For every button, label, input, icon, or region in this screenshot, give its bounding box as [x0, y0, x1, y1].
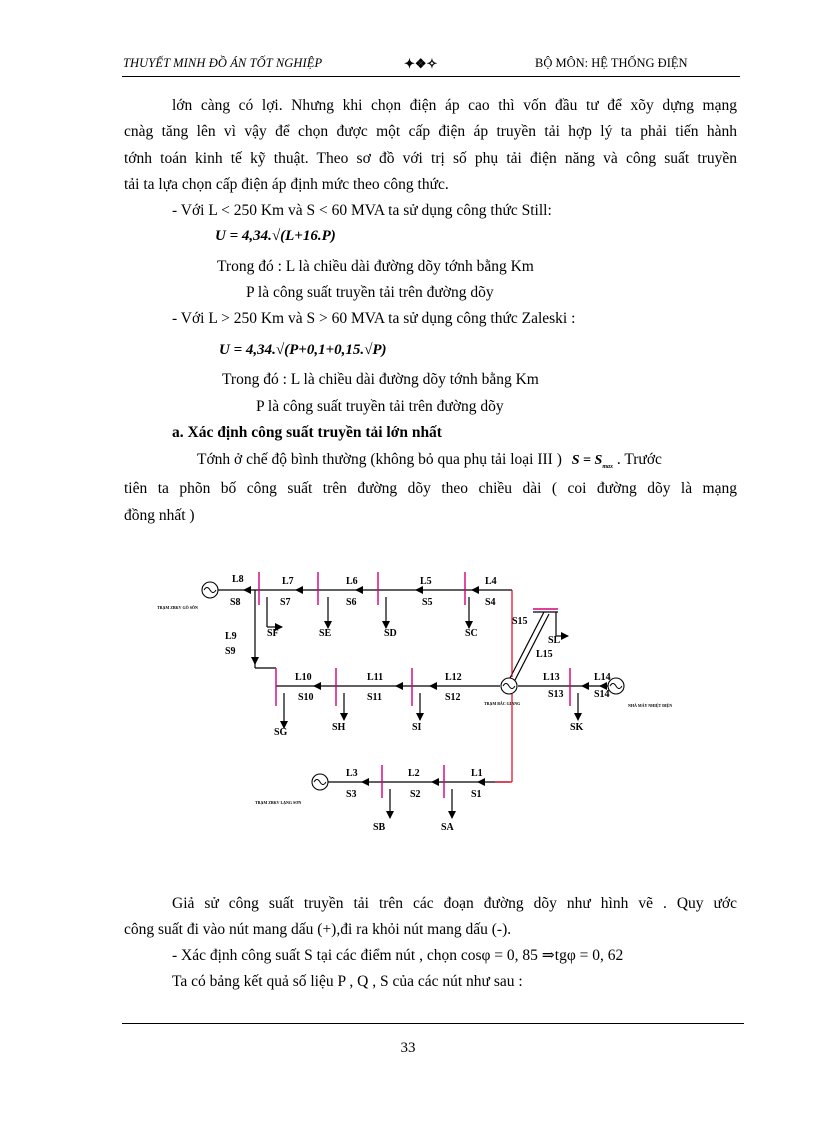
label-l3: L3 [346, 768, 358, 779]
zaleski-condition: - Với L > 250 Km và S > 60 MVA ta sử dụng công thức Zaleski : [172, 310, 576, 327]
label-l11: L11 [367, 672, 384, 683]
paragraph-line: lớn càng có lợi. Nhưng khi chọn điện áp cao thì vốn đầu tư để xõy dựng mạng [172, 97, 737, 114]
formula-text: S = S [571, 453, 603, 468]
label-sd: SD [384, 628, 397, 639]
label-l10: L10 [295, 672, 312, 683]
zaleski-where-p: P là công suất truyền tải trên đường dõy [256, 398, 504, 415]
paragraph-line: cnàg tăng lên vì vậy để chọn được một cấp điện áp truyền tải hợp lý ta phải tiến hành [124, 123, 737, 140]
label-l1: L1 [471, 768, 483, 779]
label-sf: SF [267, 628, 279, 639]
label-s11: S11 [367, 692, 383, 703]
paragraph-line: Ta có bảng kết quả số liệu P , Q , S của các nút như sau : [172, 973, 523, 990]
formula-subscript: max [602, 463, 613, 470]
paragraph-line: tải ta lựa chọn cấp điện áp định mức theo công thức. [124, 176, 449, 193]
label-l9: L9 [225, 631, 237, 642]
label-s6: S6 [346, 597, 357, 608]
label-s1: S1 [471, 789, 482, 800]
label-l7: L7 [282, 576, 294, 587]
label-sa: SA [441, 822, 454, 833]
label-sc: SC [465, 628, 478, 639]
label-s7: S7 [280, 597, 291, 608]
paragraph-text: Tớnh ở chế độ bình thường (không bỏ qua phụ tải loại III ) [197, 451, 562, 468]
zaleski-where-l: Trong đó : L là chiều dài đường dõy tớnh bằng Km [222, 371, 539, 388]
label-sg: SG [274, 727, 288, 738]
label-se: SE [319, 628, 332, 639]
label-s14: S14 [594, 689, 610, 700]
still-where-l: Trong đó : L là chiều dài đường dõy tớnh bằng Km [217, 258, 534, 275]
paragraph-text: . Trước [616, 451, 662, 468]
paragraph-line: đồng nhất ) [124, 507, 195, 524]
paragraph-line: Giả sử công suất truyền tải trên các đoạn đường dõy như hình vẽ . Quy ước [172, 895, 737, 912]
label-s4: S4 [485, 597, 496, 608]
station-label-top: TRẠM ZBKV GÒ SÔN [157, 605, 198, 610]
label-l5: L5 [420, 576, 432, 587]
footer-rule [122, 1023, 744, 1024]
label-s9: S9 [225, 646, 236, 657]
header-ornament: ✦❖✧ [404, 56, 438, 71]
label-l6: L6 [346, 576, 358, 587]
paragraph-line: - Xác định công suất S tại các điểm nút , chọn cosφ = 0, 85 ⇒tgφ = 0, 62 [172, 947, 624, 964]
label-s13: S13 [548, 689, 564, 700]
station-label-right: NHÀ MÁY NHIỆT ĐIỆN [628, 703, 673, 708]
label-l13: L13 [543, 672, 560, 683]
label-l12: L12 [445, 672, 462, 683]
zaleski-formula: U = 4,34.√(P+0,1+0,15.√P) [219, 342, 387, 358]
label-s5: S5 [422, 597, 433, 608]
label-s12: S12 [445, 692, 461, 703]
header-right-title: BỘ MÔN: HỆ THỐNG ĐIỆN [535, 56, 688, 70]
label-s3: S3 [346, 789, 357, 800]
label-sh: SH [332, 722, 346, 733]
page-number: 33 [400, 1040, 416, 1056]
label-l2: L2 [408, 768, 420, 779]
label-l14: L14 [594, 672, 611, 683]
label-sl: SL [548, 635, 561, 646]
label-s10: S10 [298, 692, 314, 703]
label-l8: L8 [232, 574, 244, 585]
label-sb: SB [373, 822, 386, 833]
station-label-bottom: TRẠM ZBKV LẠNG SƠN [255, 800, 302, 805]
paragraph-line: tiên ta phõn bố công suất trên đường dõy theo chiều dài ( coi đường dõy là mạng [124, 480, 737, 497]
label-s15: S15 [512, 616, 528, 627]
label-l15: L15 [536, 649, 553, 660]
still-formula: U = 4,34.√(L+16.P) [215, 228, 336, 244]
label-s2: S2 [410, 789, 421, 800]
paragraph-line: tớnh toán kinh tế kỹ thuật. Theo sơ đồ với trị số phụ tải điện năng và công suất truyền [124, 150, 737, 167]
still-condition: - Với L < 250 Km và S < 60 MVA ta sử dụng công thức Still: [172, 202, 552, 219]
label-s8: S8 [230, 597, 241, 608]
station-label-center: TRẠM BẮC GIANG [484, 701, 521, 706]
still-where-p: P là công suất truyền tải trên đường dõy [246, 284, 494, 301]
header-left-title: THUYẾT MINH ĐỒ ÁN TỐT NGHIỆP [123, 56, 323, 70]
label-l4: L4 [485, 576, 497, 587]
label-si: SI [412, 722, 422, 733]
label-sk: SK [570, 722, 584, 733]
section-heading: a. Xác định công suất truyền tải lớn nhất [172, 424, 442, 441]
paragraph-line: công suất đi vào nút mang dấu (+),đi ra khỏi nút mang dấu (-). [124, 921, 512, 938]
